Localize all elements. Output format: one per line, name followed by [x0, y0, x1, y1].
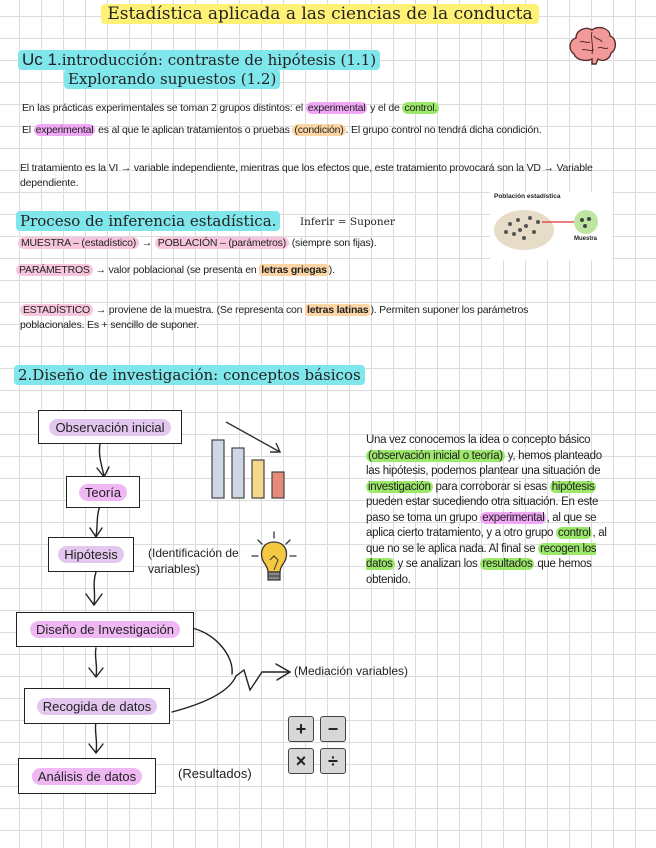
step-recogida-datos: Recogida de datos	[24, 688, 170, 724]
calc-key-divide: ÷	[320, 748, 346, 774]
highlight-muestra: MUESTRA – (estadístico)	[18, 237, 139, 249]
highlight-parametros: PARÁMETROS	[16, 264, 93, 276]
sample-label: Muestra	[574, 236, 598, 242]
highlight-resultados: resultados	[482, 558, 533, 570]
highlight-letras-latinas: letras latinas	[307, 304, 369, 316]
step-analisis-datos: Análisis de datos	[18, 758, 156, 794]
population-figure-title: Población estadística	[494, 193, 561, 200]
highlight-experimental: experimental	[307, 102, 366, 114]
highlight-experimental-3: experimental	[482, 511, 545, 524]
inference-line-1: MUESTRA – (estadístico) → POBLACIÓN – (parámetros) (siempre son fijas).	[18, 236, 488, 251]
intro-paragraph-3: El tratamiento es la VI → variable independiente, mientras que los efectos que, este tratamiento provocará son la VD → Variable dependiente.	[20, 162, 593, 189]
unit-title: introducción: contraste de hipótesis (1.1)	[61, 51, 377, 69]
unit-subtitle: Explorando supuestos (1.2)	[64, 70, 280, 88]
intro-paragraph-2: El experimental es al que le aplican tratamientos o pruebas (condición) . El grupo control no tendrá dicha condición.	[22, 124, 542, 136]
inference-note: Inferir = Suponer	[300, 216, 395, 228]
step-teoria: Teoría	[66, 476, 140, 508]
step-hipotesis: Hipótesis	[48, 537, 134, 572]
highlight-letras-griegas: letras griegas	[261, 264, 327, 276]
light-bulb-icon	[250, 530, 298, 588]
highlight-control: control.	[404, 102, 438, 114]
calc-key-plus: +	[288, 716, 314, 742]
highlight-estadistico: ESTADÍSTICO	[20, 304, 93, 316]
page-title: Estadística aplicada a las ciencias de la conducta	[0, 4, 640, 24]
calc-key-times: ×	[288, 748, 314, 774]
calculator-icon	[286, 714, 348, 776]
calc-key-minus: −	[320, 716, 346, 742]
unit-prefix: Uc 1.	[22, 50, 62, 69]
highlight-control-2: control	[558, 527, 591, 539]
highlight-observacion: (observación inicial o teoría)	[368, 449, 503, 462]
mediation-note: (Mediación variables)	[294, 664, 409, 678]
hypothesis-note: (Identificación de variables)	[148, 546, 239, 576]
intro-paragraph-1: En las prácticas experimentales se toman 2 grupos distintos: el experimental y el de control.	[22, 102, 438, 114]
step-observacion-inicial: Observación inicial	[38, 410, 182, 444]
bar-chart-icon	[206, 418, 296, 502]
inference-line-2: PARÁMETROS → valor poblacional (se presenta en letras griegas ).	[16, 263, 486, 278]
highlight-condicion: (condición)	[294, 124, 344, 136]
results-note: (Resultados)	[178, 766, 252, 781]
inference-line-3: ESTADÍSTICO → proviene de la muestra. (Se representa con letras latinas ). Permiten suponer los parámetros poblacionales. Es + sencillo de suponer.	[20, 304, 529, 331]
highlight-hipotesis: hipótesis	[551, 480, 595, 493]
highlight-investigacion: investigación	[368, 480, 431, 493]
explanation-paragraph: Una vez conocemos la idea o concepto básico (observación inicial o teoría) y, hemos planteado las hipótesis, podemos plantear una situación de investigación para corroborar si esas hipótesis pueden estar sucediendo otra situación. En este paso se toma un grupo experimental , al que se aplica cierto tratamiento, y a otro grupo control , al que no se le aplica nada. Al final se recogen los datos y se analizan los resultados que hemos obtenido.	[366, 434, 607, 586]
inference-heading: Proceso de inferencia estadística.	[16, 212, 280, 230]
highlight-recogen-datos: recogen los datos	[366, 542, 597, 570]
highlight-experimental-2: experimental	[35, 124, 94, 136]
design-heading: 2.Diseño de investigación: conceptos básicos	[14, 366, 365, 384]
highlight-poblacion: POBLACIÓN – (parámetros)	[155, 237, 289, 249]
step-diseno-investigacion: Diseño de Investigación	[16, 612, 194, 647]
